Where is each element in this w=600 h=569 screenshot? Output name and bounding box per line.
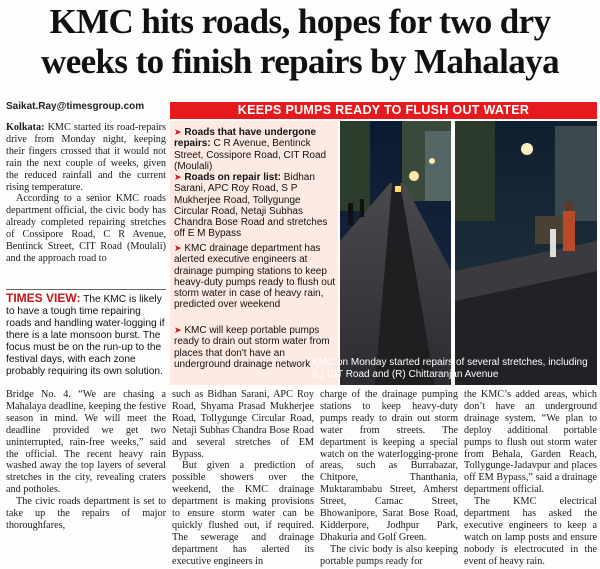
sidebar-item-text: KMC drainage department has alerted executive engineers at drainage pumping stations to keep heavy-duty pumps ready to flush out storm water in case of heavy rain, predicted over weekend [174, 243, 336, 311]
paragraph: The KMC electrical department has asked the executive engineers to keep a watch on lamp posts and ensure nobody is electrocuted in the event of heavy rain. [464, 496, 597, 567]
article-col-4 [464, 389, 597, 568]
headline-line-2: weeks to finish repairs by Mahalaya [41, 42, 559, 81]
times-view-label: TIMES VIEW: [6, 291, 81, 305]
photo-chittaranjan-avenue [455, 121, 597, 385]
article-intro [6, 122, 166, 265]
arrow-icon: ➤ [174, 325, 182, 335]
sidebar-item-text: C R Avenue, Bentinck Street, Cossipore Road, CIT Road (Moulali) [174, 138, 327, 172]
divider [6, 289, 166, 290]
paragraph: charge of the drainage pumping stations to keep heavy-duty pumps ready to drain out storm water from streets. The department is keeping a special watch on the waterlogging-prone areas, such as Burrabazar, Chitpore, Thanthania, Muktarambabu Street, Amherst Street, Camac Street, Bhowanipore, Sarat Bose Road, Kidderpore, Jodhpur Park, Dhakuria and Golf Green. [320, 389, 458, 543]
headline-line-1: KMC hits roads, hopes for two dry [49, 2, 551, 41]
sidebar-item-text: KMC will keep portable pumps ready to drain out storm water from places that don't have an underground drainage network [174, 325, 330, 370]
photo-caption: KMC on Monday started repairs of several stretches, including (L) CIT Road and (R) Chittaranjan Avenue [312, 357, 588, 380]
article-col-1 [6, 389, 166, 532]
paragraph: The civic body is also keeping portable pumps ready for [320, 543, 458, 567]
section-banner: KEEPS PUMPS READY TO FLUSH OUT WATER [170, 102, 597, 119]
sidebar-item-heading: Roads on repair list: [184, 172, 282, 183]
headline [0, 2, 600, 82]
paragraph: such as Bidhan Sarani, APC Roy Road, Shyama Prasad Mukherjee Road, Tollygunge Circular Road, Netaji Subhas Chandra Bose Road and several stretches of EM Bypass. [172, 389, 314, 460]
paragraph: the KMC’s added areas, which don’t have an underground drainage system. “We plan to deploy additional portable pumps to flush out storm water from Behala, Garden Reach, Tollygunge-Jadavpur and places off EM Bypass,” said a drainage department official. [464, 389, 597, 496]
photo-cit-road [340, 121, 451, 385]
paragraph-1 [6, 122, 166, 193]
night-road-image [340, 121, 451, 385]
times-view-box [6, 292, 166, 378]
arrow-icon: ➤ [174, 243, 182, 253]
sidebar-item-repair-list [174, 172, 336, 240]
paragraph-1-text: KMC started its road-repairs drive from Monday night, keeping their fingers crossed that it would not rain the next couple of weeks, given the reduced rainfall and the current rising temperature. [6, 122, 167, 193]
article-col-3 [320, 389, 458, 568]
paragraph: Bridge No. 4. “We are chasing a Mahalaya deadline, keeping the festive season in mind. We will meet the deadline provided we get two uninterrupted, rain-free weeks,” said the official. The recent heavy rain washed away the top layers of several stretches in the city, revealing craters and potholes. [6, 389, 166, 496]
sidebar-item-drainage [174, 243, 336, 311]
arrow-icon: ➤ [174, 127, 182, 137]
sidebar-item-text: Bidhan Sarani, APC Roy Road, S P Mukherjee Road, Tollygunge Circular Road, Netaji Subhas Chandra Bose Road and stretches off E M Bypass [174, 172, 328, 240]
key-points-sidebar [170, 121, 338, 385]
byline: Saikat.Ray@timesgroup.com [6, 101, 145, 112]
sidebar-item-heading: Roads that have undergone repairs: [174, 127, 317, 150]
paragraph: The civic roads department is set to take up the repairs of major thoroughfares, [6, 496, 166, 531]
road-repair-image [455, 121, 597, 385]
paragraph-2: According to a senior KMC roads department official, the civic body has already completed repairing stretches of Cossipore Road, C R Avenue, Bentinck Street, CIT Road (Moulali) and the approach road to [6, 193, 166, 264]
dateline: Kolkata: [6, 122, 45, 133]
paragraph: But given a prediction of possible showers over the weekend, the KMC drainage department is making provisions to ensure storm water can be quickly flushed out, if required. The sewerage and drainage department has alerted its executive engineers in [172, 460, 314, 567]
times-view-text: The KMC is likely to have a tough time repairing roads and handling water-logging if there is a late monsoon burst. The focus must be on the run-up to the festival days, with each zone probably requiring its own solution. [6, 294, 165, 377]
sidebar-item-repaired [174, 127, 336, 172]
arrow-icon: ➤ [174, 172, 182, 182]
article-col-2 [172, 389, 314, 568]
